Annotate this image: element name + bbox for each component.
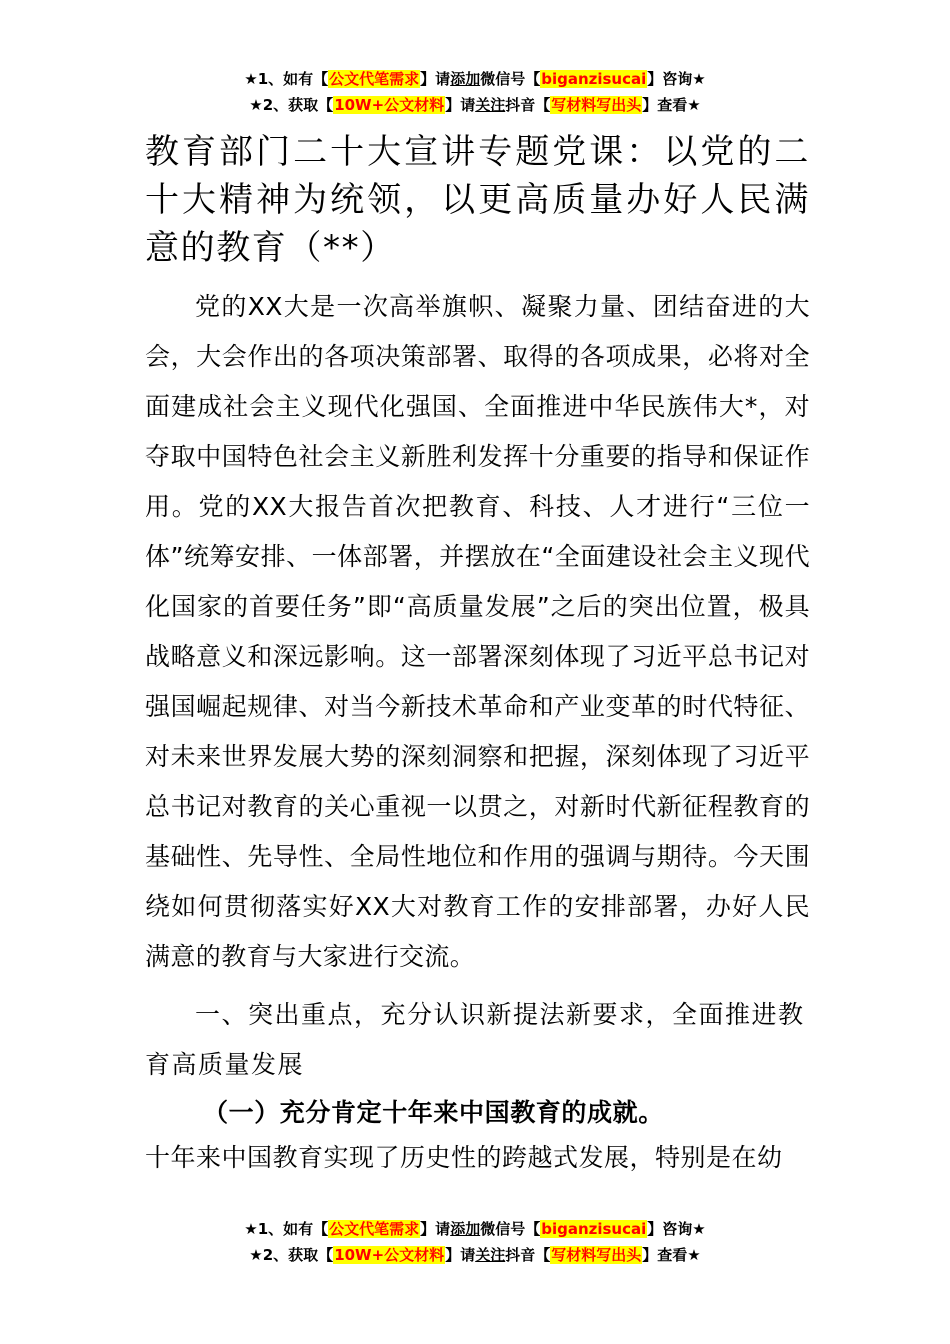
- banner-text: 】咨询★: [647, 70, 706, 88]
- banner-text: 】请: [420, 70, 451, 88]
- banner-line-1: [0, 1216, 950, 1242]
- banner-text: 】查看★: [642, 1246, 701, 1264]
- banner-highlight-service: 公文代笔需求: [329, 70, 420, 88]
- banner-highlight-wechat-id: biganzisucai: [541, 1220, 647, 1238]
- subsection-heading: （一）充分肯定十年来中国教育的成就。: [203, 1098, 664, 1127]
- banner-text: ★2、获取【: [249, 96, 334, 114]
- section-heading: 一、突出重点，充分认识新提法新要求，全面推进教育高质量发展: [145, 1000, 805, 1079]
- banner-underlined-text: 添加: [450, 1220, 481, 1238]
- banner-line-1: [0, 66, 950, 92]
- banner-highlight-douyin-id: 写材料写出头: [551, 96, 642, 114]
- banner-text: 抖音【: [505, 1246, 551, 1264]
- banner-highlight-materials: 10W+公文材料: [334, 96, 445, 114]
- banner-line-2: [0, 1242, 950, 1268]
- body-paragraph: 十年来中国教育实现了历史性的跨越式发展，特别是在幼: [145, 1143, 783, 1172]
- banner-line-2: [0, 92, 950, 118]
- banner-text: 】请: [445, 1246, 476, 1264]
- banner-text: 】请: [420, 1220, 451, 1238]
- banner-highlight-service: 公文代笔需求: [329, 1220, 420, 1238]
- banner-text: 】查看★: [642, 96, 701, 114]
- document-title: 教育部门二十大宣讲专题党课：以党的二十大精神为统领，以更高质量办好人民满意的教育（**）: [145, 132, 810, 268]
- banner-underlined-text: 添加: [450, 70, 481, 88]
- footer-banner: [0, 1216, 950, 1268]
- body-paragraph: 党的XX大是一次高举旗帜、凝聚力量、团结奋进的大会，大会作出的各项决策部署、取得的各项成果，必将对全面建成社会主义现代化强国、全面推进中华民族伟大*，对夺取中国特色社会主义新胜利发挥十分重要的指导和保证作用。党的XX大报告首次把教育、科技、人才进行“三位一体”统筹安排、一体部署，并摆放在“全面建设社会主义现代化国家的首要任务”即“高质量发展”之后的突出位置，极具战略意义和深远影响。这一部署深刻体现了习近平总书记对强国崛起规律、对当今新技术革命和产业变革的时代特征、对未来世界发展大势的深刻洞察和把握，深刻体现了习近平总书记对教育的关心重视一以贯之，对新时代新征程教育的基础性、先导性、全局性地位和作用的强调与期待。今天围绕如何贯彻落实好XX大对教育工作的安排部署，办好人民满意的教育与大家进行交流。: [145, 292, 810, 971]
- banner-text: 抖音【: [505, 96, 551, 114]
- banner-text: ★1、如有【: [244, 70, 329, 88]
- banner-highlight-wechat-id: biganzisucai: [541, 70, 647, 88]
- banner-underlined-text: 关注: [475, 1246, 506, 1264]
- banner-text: 】请: [445, 96, 476, 114]
- banner-underlined-text: 关注: [475, 96, 506, 114]
- banner-highlight-materials: 10W+公文材料: [334, 1246, 445, 1264]
- document-body: [145, 128, 810, 1180]
- header-banner: [0, 66, 950, 118]
- banner-highlight-douyin-id: 写材料写出头: [551, 1246, 642, 1264]
- banner-text: 微信号【: [480, 70, 541, 88]
- banner-text: 微信号【: [480, 1220, 541, 1238]
- banner-text: 】咨询★: [647, 1220, 706, 1238]
- banner-text: ★1、如有【: [244, 1220, 329, 1238]
- banner-text: ★2、获取【: [249, 1246, 334, 1264]
